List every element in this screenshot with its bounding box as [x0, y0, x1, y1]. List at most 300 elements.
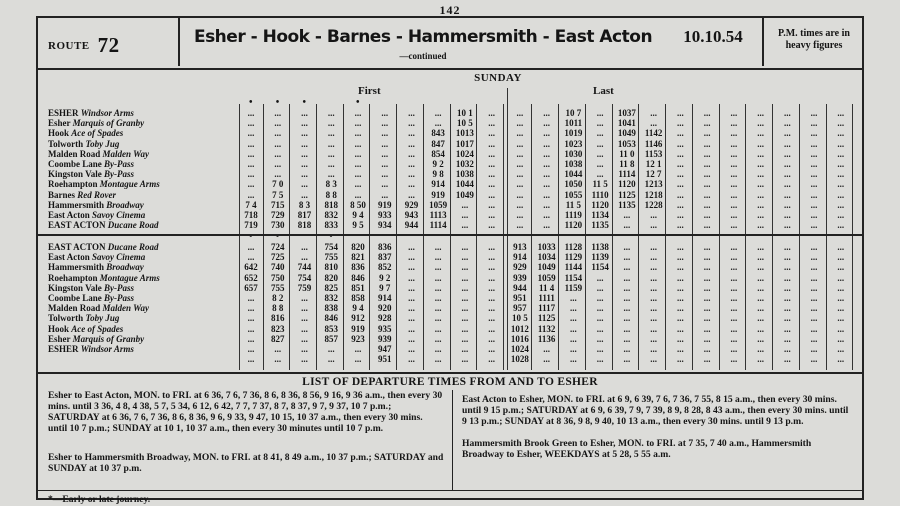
time-cell: ...: [757, 333, 764, 344]
time-cell: ...: [757, 118, 764, 129]
time-cell: 8 8: [325, 189, 337, 200]
time-cell: ...: [516, 148, 524, 159]
time-cell: ...: [757, 128, 764, 139]
time-cell: ...: [301, 108, 308, 118]
time-cell: ...: [650, 272, 657, 283]
time-cell: ...: [408, 333, 415, 344]
time-cell: 837: [377, 252, 392, 263]
time-cell: ...: [810, 148, 818, 159]
time-cell: 10 5: [512, 313, 528, 324]
time-cell: ...: [650, 293, 657, 303]
time-cell: ...: [247, 128, 255, 139]
time-cell: ...: [301, 293, 308, 303]
early-journey-marker: •: [329, 231, 333, 242]
time-cell: 1011: [564, 118, 583, 129]
time-cell: 1034: [537, 252, 556, 263]
time-cell: ...: [488, 344, 496, 354]
time-cell: 10 5: [457, 118, 473, 129]
time-cell: ...: [461, 313, 469, 324]
time-cell: ...: [730, 128, 738, 139]
time-cell: ...: [730, 118, 738, 129]
station-stop: Windsor Arms: [80, 108, 134, 118]
time-cell: ...: [810, 128, 818, 139]
time-cell: ...: [516, 138, 524, 149]
time-cell: ...: [570, 344, 577, 354]
time-cell: ...: [810, 282, 818, 293]
time-cell: ...: [650, 252, 657, 263]
time-cell: ...: [623, 242, 631, 252]
time-cell: 943: [404, 210, 419, 220]
time-cell: 750: [270, 272, 285, 283]
time-cell: ...: [488, 220, 496, 231]
time-cell: ...: [650, 242, 657, 252]
header-divider: [178, 18, 180, 66]
station-stop: By-Pass: [104, 159, 134, 169]
time-cell: ...: [596, 344, 604, 354]
time-cell: ...: [650, 313, 657, 324]
time-cell: ...: [461, 252, 469, 263]
time-cell: 729: [270, 210, 285, 220]
route-number: 72: [97, 33, 120, 57]
time-cell: 719: [244, 220, 258, 231]
time-cell: 1016: [510, 333, 529, 344]
time-cell: 7 4: [245, 199, 257, 210]
time-cell: ...: [434, 272, 442, 283]
time-cell: ...: [543, 344, 551, 354]
time-cell: ...: [381, 169, 389, 180]
station-town: Hammersmith: [48, 262, 104, 273]
time-cell: ...: [810, 272, 818, 283]
time-cell: 730: [270, 220, 285, 231]
time-cell: 754: [297, 272, 312, 283]
time-cell: ...: [730, 344, 738, 354]
time-cell: ...: [837, 242, 845, 252]
station-stop: By-Pass: [104, 293, 134, 303]
time-cell: 939: [377, 333, 392, 344]
time-cell: ...: [596, 138, 604, 149]
time-cell: 827: [270, 333, 285, 344]
time-cell: 1228: [644, 199, 663, 210]
time-cell: ...: [783, 148, 791, 159]
time-cell: ...: [247, 148, 255, 159]
time-cell: ...: [408, 242, 415, 252]
time-cell: ...: [434, 303, 442, 314]
time-cell: 1153: [644, 148, 663, 159]
time-cell: ...: [783, 293, 791, 303]
time-cell: 914: [377, 293, 392, 303]
time-cell: ...: [274, 128, 282, 139]
time-cell: ...: [301, 189, 308, 200]
station-stop: Ducane Road: [107, 220, 159, 231]
time-cell: 832: [324, 293, 338, 303]
early-journey-marker: •: [275, 231, 280, 242]
first-label: First: [358, 85, 381, 97]
time-cell: ...: [650, 282, 657, 293]
time-cell: 1120: [591, 199, 609, 210]
time-cell: ...: [810, 303, 818, 314]
station-town: Coombe Lane: [48, 293, 102, 303]
time-cell: 919: [377, 199, 392, 210]
time-cell: ...: [623, 210, 631, 220]
time-cell: ...: [730, 293, 738, 303]
time-cell: ...: [274, 354, 282, 365]
time-cell: ...: [783, 108, 791, 118]
time-cell: ...: [783, 262, 791, 273]
time-cell: 725: [270, 252, 285, 263]
time-cell: ...: [543, 138, 551, 149]
time-cell: ...: [570, 303, 577, 314]
time-cell: ...: [434, 282, 442, 293]
time-cell: 9 2: [432, 159, 444, 169]
time-cell: 1138: [591, 242, 609, 252]
time-cell: 1144: [564, 262, 583, 273]
time-cell: ...: [408, 189, 415, 200]
station-town: Esher: [48, 118, 71, 129]
time-cell: 1053: [617, 138, 636, 149]
time-cell: 1213: [644, 179, 663, 190]
table-row: [38, 355, 862, 365]
departures-east-acton-to-esher: East Acton to Esher, MON. to FRI. at 6 9, 6 39, 7 6, 7 36, 7 55, 8 15 a.m., then every 30 mins. until 9 15 p.m.; SATURDAY at 6 9, 6 39, 7 9, 7 39, 8 9, 8 28, 8 43 a.m., then every 30 mins. until 9 13 p.m.; SUNDAY at 8 36, 9 8, 9 40, 10 13 a.m., then every 30 mins. until 9 13 p.m.: [462, 394, 849, 427]
time-cell: ...: [837, 169, 845, 180]
time-cell: 7 0: [272, 179, 284, 190]
time-cell: 1111: [538, 293, 555, 303]
time-cell: ...: [703, 354, 711, 365]
time-cell: ...: [301, 169, 308, 180]
time-cell: ...: [757, 189, 764, 200]
time-cell: ...: [408, 179, 415, 190]
time-cell: 823: [270, 323, 285, 334]
time-cell: ...: [730, 169, 738, 180]
early-journey-marker: •: [275, 97, 280, 108]
time-cell: ...: [354, 159, 362, 169]
time-cell: ...: [354, 108, 362, 118]
time-cell: ...: [488, 138, 496, 149]
time-cell: 9 7: [379, 282, 391, 293]
time-cell: ...: [408, 344, 415, 354]
time-cell: ...: [810, 108, 818, 118]
time-cell: 8 3: [325, 179, 337, 190]
time-cell: ...: [516, 108, 524, 118]
time-cell: ...: [730, 220, 738, 231]
time-cell: ...: [516, 159, 524, 169]
time-cell: ...: [783, 272, 791, 283]
time-cell: ...: [837, 293, 845, 303]
time-cell: ...: [596, 303, 604, 314]
station-town: East Acton: [48, 252, 90, 263]
pm-note: P.M. times are in heavy figures: [778, 28, 850, 51]
time-cell: ...: [488, 242, 496, 252]
time-cell: 1041: [617, 118, 636, 129]
time-cell: ...: [461, 210, 469, 220]
time-cell: ...: [650, 210, 657, 220]
time-cell: ...: [301, 252, 308, 263]
time-cell: ...: [301, 179, 308, 190]
time-cell: ...: [676, 220, 684, 231]
time-cell: 923: [351, 333, 365, 344]
time-cell: ...: [488, 313, 496, 324]
time-cell: 854: [431, 148, 445, 159]
time-cell: ...: [703, 272, 711, 283]
time-cell: 816: [270, 313, 285, 324]
time-cell: 1135: [591, 220, 609, 231]
time-cell: 11 4: [539, 282, 555, 293]
time-cell: 1146: [644, 138, 663, 149]
time-cell: 838: [324, 303, 338, 314]
station-town: Barnes: [48, 189, 75, 200]
time-cell: ...: [274, 108, 282, 118]
time-cell: ...: [676, 108, 684, 118]
day-label: SUNDAY: [474, 72, 522, 84]
time-cell: ...: [676, 189, 684, 200]
station-town: Malden Road: [48, 148, 101, 159]
time-cell: ...: [301, 344, 308, 354]
time-cell: ...: [461, 272, 469, 283]
time-cell: ...: [837, 323, 845, 334]
station-stop: Broadway: [106, 262, 144, 273]
time-cell: ...: [596, 159, 604, 169]
time-cell: ...: [301, 159, 308, 169]
time-cell: 7 5: [272, 189, 284, 200]
time-cell: 944: [513, 282, 527, 293]
station-stop: Montague Arms: [99, 272, 160, 283]
time-cell: ...: [488, 293, 496, 303]
time-cell: ...: [757, 323, 764, 334]
station-stop: Toby Jug: [85, 138, 120, 149]
time-cell: ...: [596, 313, 604, 324]
time-cell: ...: [301, 323, 308, 334]
time-cell: ...: [703, 199, 711, 210]
time-cell: ...: [676, 148, 684, 159]
time-cell: 12 7: [645, 169, 662, 180]
time-cell: ...: [461, 323, 469, 334]
time-cell: 715: [270, 199, 285, 210]
time-cell: ...: [676, 210, 684, 220]
time-cell: ...: [354, 118, 362, 129]
time-cell: ...: [783, 242, 791, 252]
time-cell: ...: [488, 303, 496, 314]
time-cell: ...: [434, 262, 442, 273]
timetable-header: [38, 18, 862, 70]
time-cell: ...: [596, 108, 604, 118]
time-cell: ...: [783, 282, 791, 293]
time-cell: 1059: [537, 272, 556, 283]
time-cell: 1044: [455, 179, 474, 190]
time-cell: ...: [570, 323, 577, 334]
time-cell: ...: [301, 303, 308, 314]
time-cell: ...: [730, 252, 738, 263]
time-cell: ...: [434, 118, 442, 129]
time-cell: ...: [810, 323, 818, 334]
time-cell: ...: [596, 282, 604, 293]
time-cell: ...: [730, 138, 738, 149]
time-cell: ...: [461, 293, 469, 303]
time-cell: ...: [703, 252, 711, 263]
station-town: Malden Road: [48, 303, 101, 314]
time-cell: 919: [351, 323, 365, 334]
time-cell: ...: [676, 344, 684, 354]
time-cell: ...: [543, 199, 551, 210]
time-cell: ...: [676, 333, 684, 344]
time-cell: 1044: [564, 169, 583, 180]
time-cell: ...: [543, 189, 551, 200]
time-cell: 1037: [617, 108, 636, 118]
time-cell: 836: [351, 262, 365, 273]
time-cell: ...: [543, 128, 551, 139]
time-cell: ...: [408, 313, 415, 324]
time-cell: ...: [408, 282, 415, 293]
time-cell: ...: [810, 220, 818, 231]
time-cell: ...: [327, 344, 335, 354]
time-cell: ...: [596, 128, 604, 139]
time-cell: ...: [623, 313, 631, 324]
time-cell: 11 5: [565, 199, 582, 210]
page-number: 142: [439, 3, 461, 17]
time-cell: 8 3: [298, 199, 311, 210]
time-cell: ...: [757, 210, 764, 220]
time-cell: ...: [837, 344, 845, 354]
time-cell: 919: [431, 189, 445, 200]
time-cell: ...: [381, 148, 389, 159]
time-cell: ...: [354, 148, 362, 159]
time-cell: ...: [434, 354, 442, 365]
time-cell: ...: [543, 148, 551, 159]
time-cell: ...: [408, 108, 415, 118]
time-cell: ...: [650, 118, 657, 129]
time-cell: 843: [431, 128, 445, 139]
time-cell: ...: [408, 118, 415, 129]
time-cell: ...: [703, 118, 711, 129]
time-cell: ...: [516, 189, 524, 200]
time-cell: 1019: [564, 128, 583, 139]
time-cell: ...: [783, 252, 791, 263]
time-cell: ...: [650, 323, 657, 334]
time-cell: ...: [730, 333, 738, 344]
time-cell: ...: [783, 313, 791, 324]
station-stop: By-Pass: [104, 282, 135, 293]
time-cell: ...: [703, 179, 711, 190]
time-cell: ...: [247, 293, 255, 303]
time-cell: ...: [408, 128, 415, 139]
time-cell: ...: [837, 333, 845, 344]
time-cell: ...: [488, 354, 496, 365]
time-cell: 1135: [618, 199, 636, 210]
time-cell: 1038: [455, 169, 474, 180]
time-cell: 12 1: [645, 159, 662, 169]
time-cell: ...: [408, 303, 415, 314]
time-cell: ...: [730, 323, 738, 334]
time-cell: ...: [837, 272, 845, 283]
time-cell: ...: [408, 323, 415, 334]
time-cell: ...: [543, 179, 551, 190]
time-cell: ...: [676, 138, 684, 149]
time-cell: ...: [543, 159, 551, 169]
time-cell: ...: [434, 344, 442, 354]
time-cell: ...: [757, 148, 764, 159]
time-cell: 934: [377, 220, 392, 231]
time-cell: ...: [488, 252, 496, 263]
time-cell: 933: [377, 210, 392, 220]
time-cell: 657: [244, 282, 258, 293]
time-cell: ...: [623, 293, 631, 303]
time-cell: ...: [783, 323, 791, 334]
last-label: Last: [593, 85, 614, 97]
time-cell: ...: [247, 333, 255, 344]
departures-hammersmith-to-esher: Hammersmith Brook Green to Esher, MON. to FRI. at 7 35, 7 40 a.m., Hammersmith Broadway to Esher, WEEKDAYS at 5 28, 5 55 a.m.: [462, 438, 812, 460]
time-cell: ...: [676, 313, 684, 324]
time-cell: 851: [351, 282, 365, 293]
time-cell: ...: [650, 108, 657, 118]
time-cell: ...: [757, 179, 764, 190]
time-cell: ...: [783, 169, 791, 180]
time-cell: ...: [434, 323, 442, 334]
time-cell: 1110: [591, 189, 609, 200]
timetable-frame: [36, 16, 864, 505]
continued-label: —continued: [399, 51, 447, 61]
time-cell: ...: [703, 189, 711, 200]
time-cell: 1012: [510, 323, 529, 334]
time-cell: ...: [623, 303, 631, 314]
time-cell: ...: [730, 262, 738, 273]
time-cell: ...: [408, 159, 415, 169]
time-cell: ...: [730, 148, 738, 159]
time-cell: ...: [488, 108, 496, 118]
time-cell: 857: [324, 333, 338, 344]
time-cell: ...: [354, 179, 362, 190]
time-cell: ...: [757, 344, 764, 354]
time-cell: 821: [351, 252, 365, 263]
time-cell: 10 1: [457, 108, 473, 118]
time-cell: 810: [324, 262, 338, 273]
time-cell: 642: [244, 262, 258, 273]
station-stop: Montague Arms: [99, 179, 160, 190]
time-cell: 744: [297, 262, 312, 273]
route-title: Esher - Hook - Barnes - Hammersmith - East Acton: [193, 27, 653, 47]
time-cell: ...: [247, 242, 255, 252]
time-cell: ...: [810, 344, 818, 354]
time-cell: ...: [274, 344, 282, 354]
time-cell: 8 2: [272, 293, 284, 303]
time-cell: ...: [488, 179, 496, 190]
station-town: EAST ACTON: [48, 242, 106, 252]
time-cell: ...: [461, 199, 469, 210]
time-cell: 1023: [564, 138, 583, 149]
time-cell: ...: [757, 159, 764, 169]
time-cell: ...: [247, 108, 255, 118]
time-cell: ...: [408, 169, 415, 180]
time-cell: ...: [408, 252, 415, 263]
time-cell: ...: [488, 148, 496, 159]
departures-title: LIST OF DEPARTURE TIMES FROM AND TO ESHER: [302, 376, 598, 388]
station-town: East Acton: [48, 210, 90, 220]
time-cell: ...: [757, 303, 764, 314]
time-cell: 10 7: [565, 108, 582, 118]
time-cell: ...: [488, 272, 496, 283]
time-cell: ...: [837, 252, 845, 263]
station-town: ESHER: [48, 108, 79, 118]
time-cell: ...: [247, 354, 255, 365]
time-cell: ...: [381, 138, 389, 149]
time-cell: ...: [650, 354, 657, 365]
time-cell: 1159: [564, 282, 583, 293]
time-cell: ...: [354, 169, 362, 180]
time-cell: ...: [837, 189, 845, 200]
time-cell: 1055: [564, 189, 583, 200]
time-cell: ...: [247, 118, 255, 129]
time-cell: ...: [327, 128, 335, 139]
time-cell: ...: [623, 220, 631, 231]
time-cell: ...: [623, 344, 631, 354]
time-cell: ...: [703, 344, 711, 354]
